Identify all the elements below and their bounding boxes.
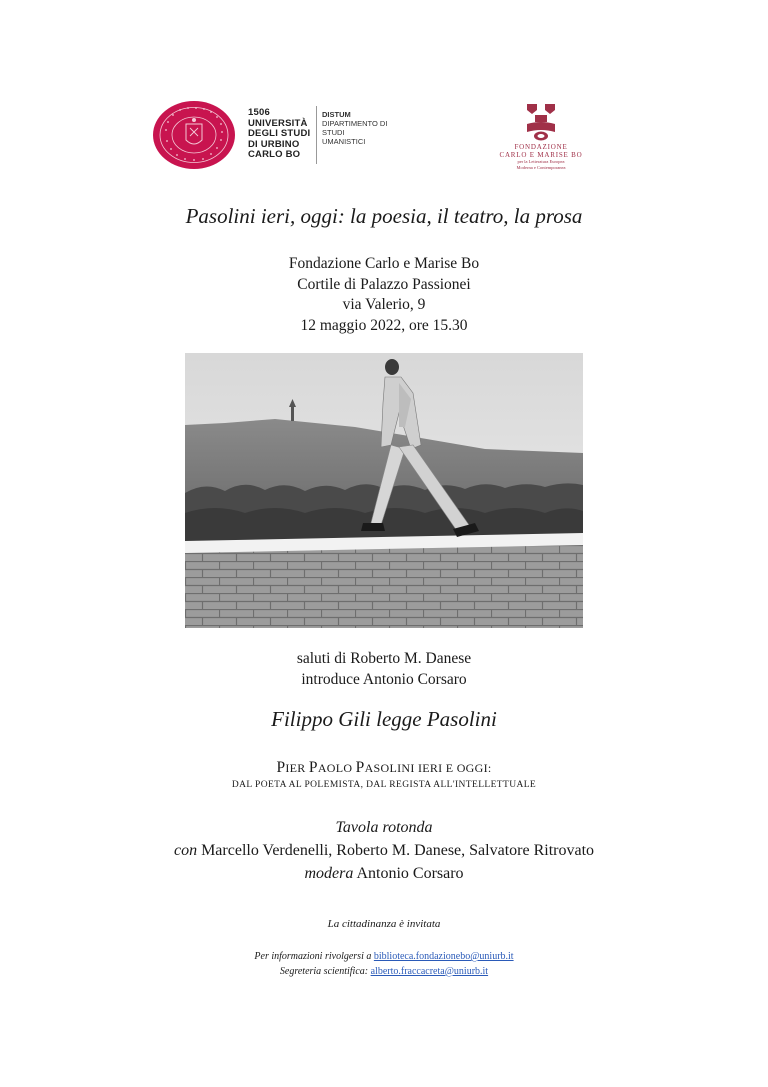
subject-part-3: P (308, 759, 318, 776)
moderator-line (0, 862, 768, 885)
header (0, 0, 768, 190)
foundation-name-line-2: CARLO E MARISE BO (499, 151, 583, 159)
invitation: La cittadinanza è invitata (327, 918, 441, 930)
venue-line-3: via Valerio, 9 (342, 296, 426, 313)
foundation-sub-line-1: per la Letteratura Europea (517, 159, 565, 164)
foundation-name-line-1: FONDAZIONE (514, 143, 568, 151)
reading-title: Filippo Gili legge Pasolini (271, 707, 497, 731)
foundation-logo-icon (524, 102, 558, 142)
event-title: Pasolini ieri, oggi: la poesia, il teatro, la prosa (185, 204, 583, 228)
university-year: 1506 (248, 107, 270, 118)
contacts-block (0, 950, 768, 979)
subject-part-4: AOLO (317, 761, 356, 775)
department-line-1: DIPARTIMENTO DI (322, 119, 388, 128)
university-name (248, 108, 310, 161)
info-label: Per informazioni rivolgersi a (254, 951, 374, 962)
department-line-2: STUDI (322, 128, 345, 137)
subject-part-2: IER (285, 761, 309, 775)
foundation-name (485, 143, 597, 170)
modera-label: modera (304, 865, 354, 882)
introduction-line: introduce Antonio Corsaro (301, 671, 467, 688)
department-acronym: DISTUM (322, 110, 351, 119)
subject-part-1: P (276, 759, 286, 776)
moderator: Antonio Corsaro (353, 865, 464, 882)
event-photo (185, 353, 583, 628)
event-date: 12 maggio 2022, ore 15.30 (300, 316, 468, 334)
participants-line (0, 839, 768, 862)
con-label: con (173, 842, 198, 859)
foundation-sub-line-2: Moderna e Contemporanea (516, 164, 566, 170)
university-line-2: DEGLI STUDI (248, 128, 311, 139)
university-line-4: CARLO BO (248, 149, 301, 160)
info-line (0, 950, 768, 965)
subject-part-5: P (355, 759, 365, 776)
secretary-email-link[interactable]: alberto.fraccacreta@uniurb.it (370, 965, 489, 977)
roundtable-label: Tavola rotonda (335, 819, 433, 836)
participants: Marcello Verdenelli, Roberto M. Danese, Salvatore Ritrovato (197, 842, 595, 859)
event-venue (0, 254, 768, 336)
university-line-1: UNIVERSITÀ (248, 117, 308, 129)
subject-block (0, 758, 768, 792)
department-name (322, 110, 387, 146)
university-line-3: DI URBINO (248, 138, 300, 150)
roundtable-block (0, 816, 768, 885)
secretary-label: Segreteria scientifica: (279, 965, 371, 977)
subject-line-2: DAL POETA AL POLEMISTA, DAL REGISTA ALL'INTELLETTUALE (231, 780, 537, 790)
department-line-3: UMANISTICI (322, 137, 366, 146)
subject-line-1 (0, 758, 768, 778)
venue-line-1: Fondazione Carlo e Marise Bo (288, 255, 480, 272)
subject-part-6: ASOLINI IERI E OGGI: (364, 761, 492, 775)
header-divider (316, 106, 317, 164)
university-seal-icon (152, 100, 236, 170)
secretary-line (0, 965, 768, 980)
info-email-link[interactable]: biblioteca.fondazionebo@uniurb.it (373, 951, 514, 962)
greetings-block (0, 648, 768, 690)
venue-line-2: Cortile di Palazzo Passionei (297, 275, 471, 293)
greetings-line: saluti di Roberto M. Danese (296, 650, 472, 667)
